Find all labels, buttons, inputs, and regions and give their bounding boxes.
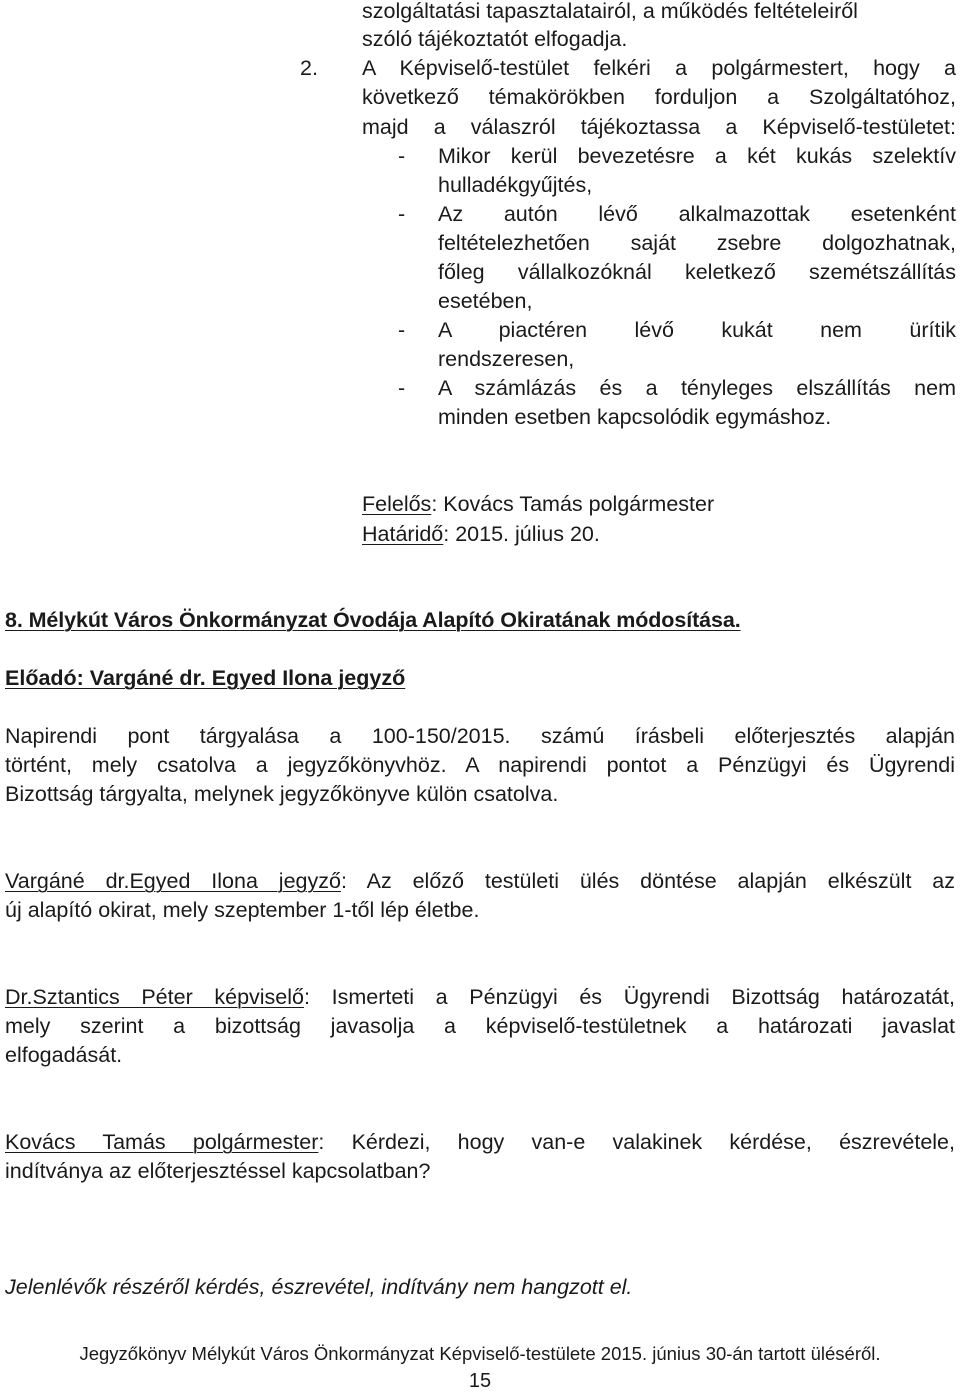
bullet-4-line-2: minden esetben kapcsolódik egymáshoz.	[438, 405, 832, 429]
section-presenter: Előadó: Vargáné dr. Egyed Ilona jegyző	[5, 666, 406, 690]
bullet-2-line-4: esetében,	[438, 289, 533, 313]
statement-2-line-1	[5, 983, 955, 1011]
page-number: 15	[468, 1370, 492, 1392]
item-line-1: A Képviselő-testület felkéri a polgármestert, hogy a	[362, 56, 956, 80]
section-paragraph-line-3: Bizottság tárgyalta, melynek jegyzőkönyve külön csatolva.	[5, 782, 559, 806]
deadline-line	[362, 520, 600, 548]
bullet-1-line-2: hulladékgyűjtés,	[438, 173, 593, 197]
statement-3-line-1	[5, 1128, 955, 1156]
bullet-2-line-3: főleg vállalkozóknál keletkező szemétszállítás	[438, 260, 956, 284]
bullet-dash-2: -	[398, 202, 406, 226]
deadline-value: : 2015. július 20.	[443, 522, 600, 546]
bullet-4-line-1: A számlázás és a tényleges elszállítás nem	[438, 376, 956, 400]
statement-1-speaker: Vargáné dr.Egyed Ilona jegyző	[5, 869, 341, 893]
statement-3-speaker: Kovács Tamás polgármester	[5, 1130, 319, 1154]
item-line-3: majd a válaszról tájékoztassa a Képviselő-testületet:	[362, 115, 956, 139]
responsible-line	[362, 490, 714, 518]
statement-1-line-1	[5, 867, 955, 895]
intro-line-1: szolgáltatási tapasztalatairól, a működés feltételeiről	[362, 0, 858, 23]
statement-3-text-1: : Kérdezi, hogy van-e valakinek kérdése, észrevétele,	[318, 1130, 955, 1154]
statement-2-line-2: mely szerint a bizottság javasolja a képviselő-testületnek a határozati javaslat	[5, 1014, 955, 1038]
bullet-2-line-2: feltételezhetően saját zsebre dolgozhatnak,	[438, 231, 956, 255]
responsible-label: Felelős	[362, 492, 432, 516]
intro-line-2: szóló tájékoztatót elfogadja.	[362, 27, 628, 51]
section-paragraph-line-2: történt, mely csatolva a jegyzőkönyvhöz. A napirendi pontot a Pénzügyi és Ügyrendi	[5, 753, 955, 777]
section-paragraph-line-1: Napirendi pont tárgyalása a 100-150/2015. számú írásbeli előterjesztés alapján	[5, 724, 955, 748]
bullet-3-line-2: rendszeresen,	[438, 347, 575, 371]
statement-1-text-1: : Az előző testületi ülés döntése alapján elkészült az	[340, 869, 956, 893]
item-number: 2.	[300, 56, 318, 80]
bullet-3-line-1: A piactéren lévő kukát nem ürítik	[438, 318, 956, 342]
statement-2-line-3: elfogadását.	[5, 1043, 123, 1067]
deadline-label: Határidő	[362, 522, 444, 546]
item-line-2: következő témakörökben forduljon a Szolgáltatóhoz,	[362, 85, 956, 109]
statement-2-speaker: Dr.Sztantics Péter képviselő	[5, 985, 304, 1009]
note-italic: Jelenlévők részéről kérdés, észrevétel, indítvány nem hangzott el.	[5, 1275, 633, 1299]
bullet-dash-4: -	[398, 376, 406, 400]
statement-3-line-2: indítványa az előterjesztéssel kapcsolatban?	[5, 1159, 431, 1183]
responsible-value: : Kovács Tamás polgármester	[431, 492, 715, 516]
bullet-dash-3: -	[398, 318, 406, 342]
bullet-1-line-1: Mikor kerül bevezetésre a két kukás szelektív	[438, 144, 956, 168]
section-title: 8. Mélykút Város Önkormányzat Óvodája Alapító Okiratának módosítása.	[5, 608, 741, 632]
statement-1-line-2: új alapító okirat, mely szeptember 1-től lép életbe.	[5, 898, 480, 922]
footer-text: Jegyzőkönyv Mélykút Város Önkormányzat Képviselő-testülete 2015. június 30-án tartott üléséről.	[79, 1343, 881, 1364]
bullet-2-line-1: Az autón lévő alkalmazottak esetenként	[438, 202, 956, 226]
statement-2-text-1: : Ismerteti a Pénzügyi és Ügyrendi Bizottság határozatát,	[304, 985, 955, 1009]
bullet-dash-1: -	[398, 144, 406, 168]
